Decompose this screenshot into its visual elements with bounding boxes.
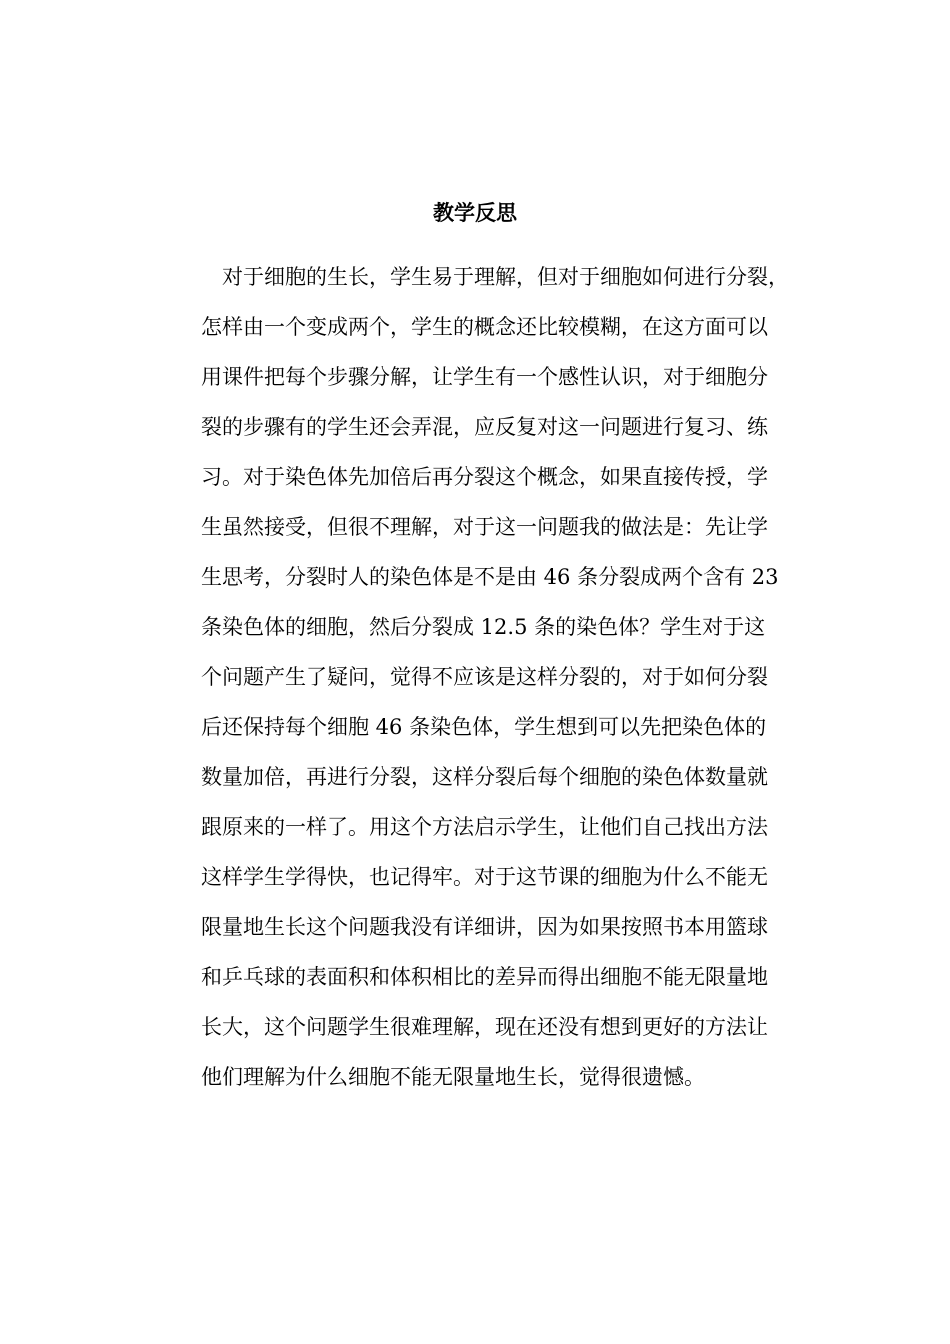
body-line: 跟原来的一样了。用这个方法启示学生，让他们自己找出方法 bbox=[201, 815, 768, 839]
body-line: 习。对于染色体先加倍后再分裂这个概念，如果直接传授，学 bbox=[201, 465, 768, 489]
body-line: 对于细胞的生长，学生易于理解，但对于细胞如何进行分裂， bbox=[201, 265, 789, 289]
body-line: 和乒乓球的表面积和体积相比的差异而得出细胞不能无限量地 bbox=[201, 965, 768, 989]
body-line: 他们理解为什么细胞不能无限量地生长，觉得很遗憾。 bbox=[201, 1065, 705, 1089]
body-line: 个问题产生了疑问，觉得不应该是这样分裂的，对于如何分裂 bbox=[201, 665, 768, 689]
body-line: 生虽然接受，但很不理解，对于这一问题我的做法是：先让学 bbox=[201, 515, 768, 539]
body-line: 这样学生学得快，也记得牢。对于这节课的细胞为什么不能无 bbox=[201, 865, 768, 889]
body-line: 数量加倍，再进行分裂，这样分裂后每个细胞的染色体数量就 bbox=[201, 765, 768, 789]
body-line: 限量地生长这个问题我没有详细讲，因为如果按照书本用篮球 bbox=[201, 915, 768, 939]
body-line: 怎样由一个变成两个，学生的概念还比较模糊，在这方面可以 bbox=[201, 315, 768, 339]
body-line: 长大，这个问题学生很难理解，现在还没有想到更好的方法让 bbox=[201, 1015, 768, 1039]
body-line: 条染色体的细胞，然后分裂成 12.5 条的染色体？学生对于这 bbox=[201, 615, 766, 639]
body-line: 用课件把每个步骤分解，让学生有一个感性认识，对于细胞分 bbox=[201, 365, 768, 389]
body-line: 裂的步骤有的学生还会弄混，应反复对这一问题进行复习、练 bbox=[201, 415, 768, 439]
document-title: 教学反思 bbox=[433, 200, 517, 225]
body-line: 生思考，分裂时人的染色体是不是由 46 条分裂成两个含有 23 bbox=[201, 565, 779, 589]
body-line: 后还保持每个细胞 46 条染色体，学生想到可以先把染色体的 bbox=[201, 715, 767, 739]
